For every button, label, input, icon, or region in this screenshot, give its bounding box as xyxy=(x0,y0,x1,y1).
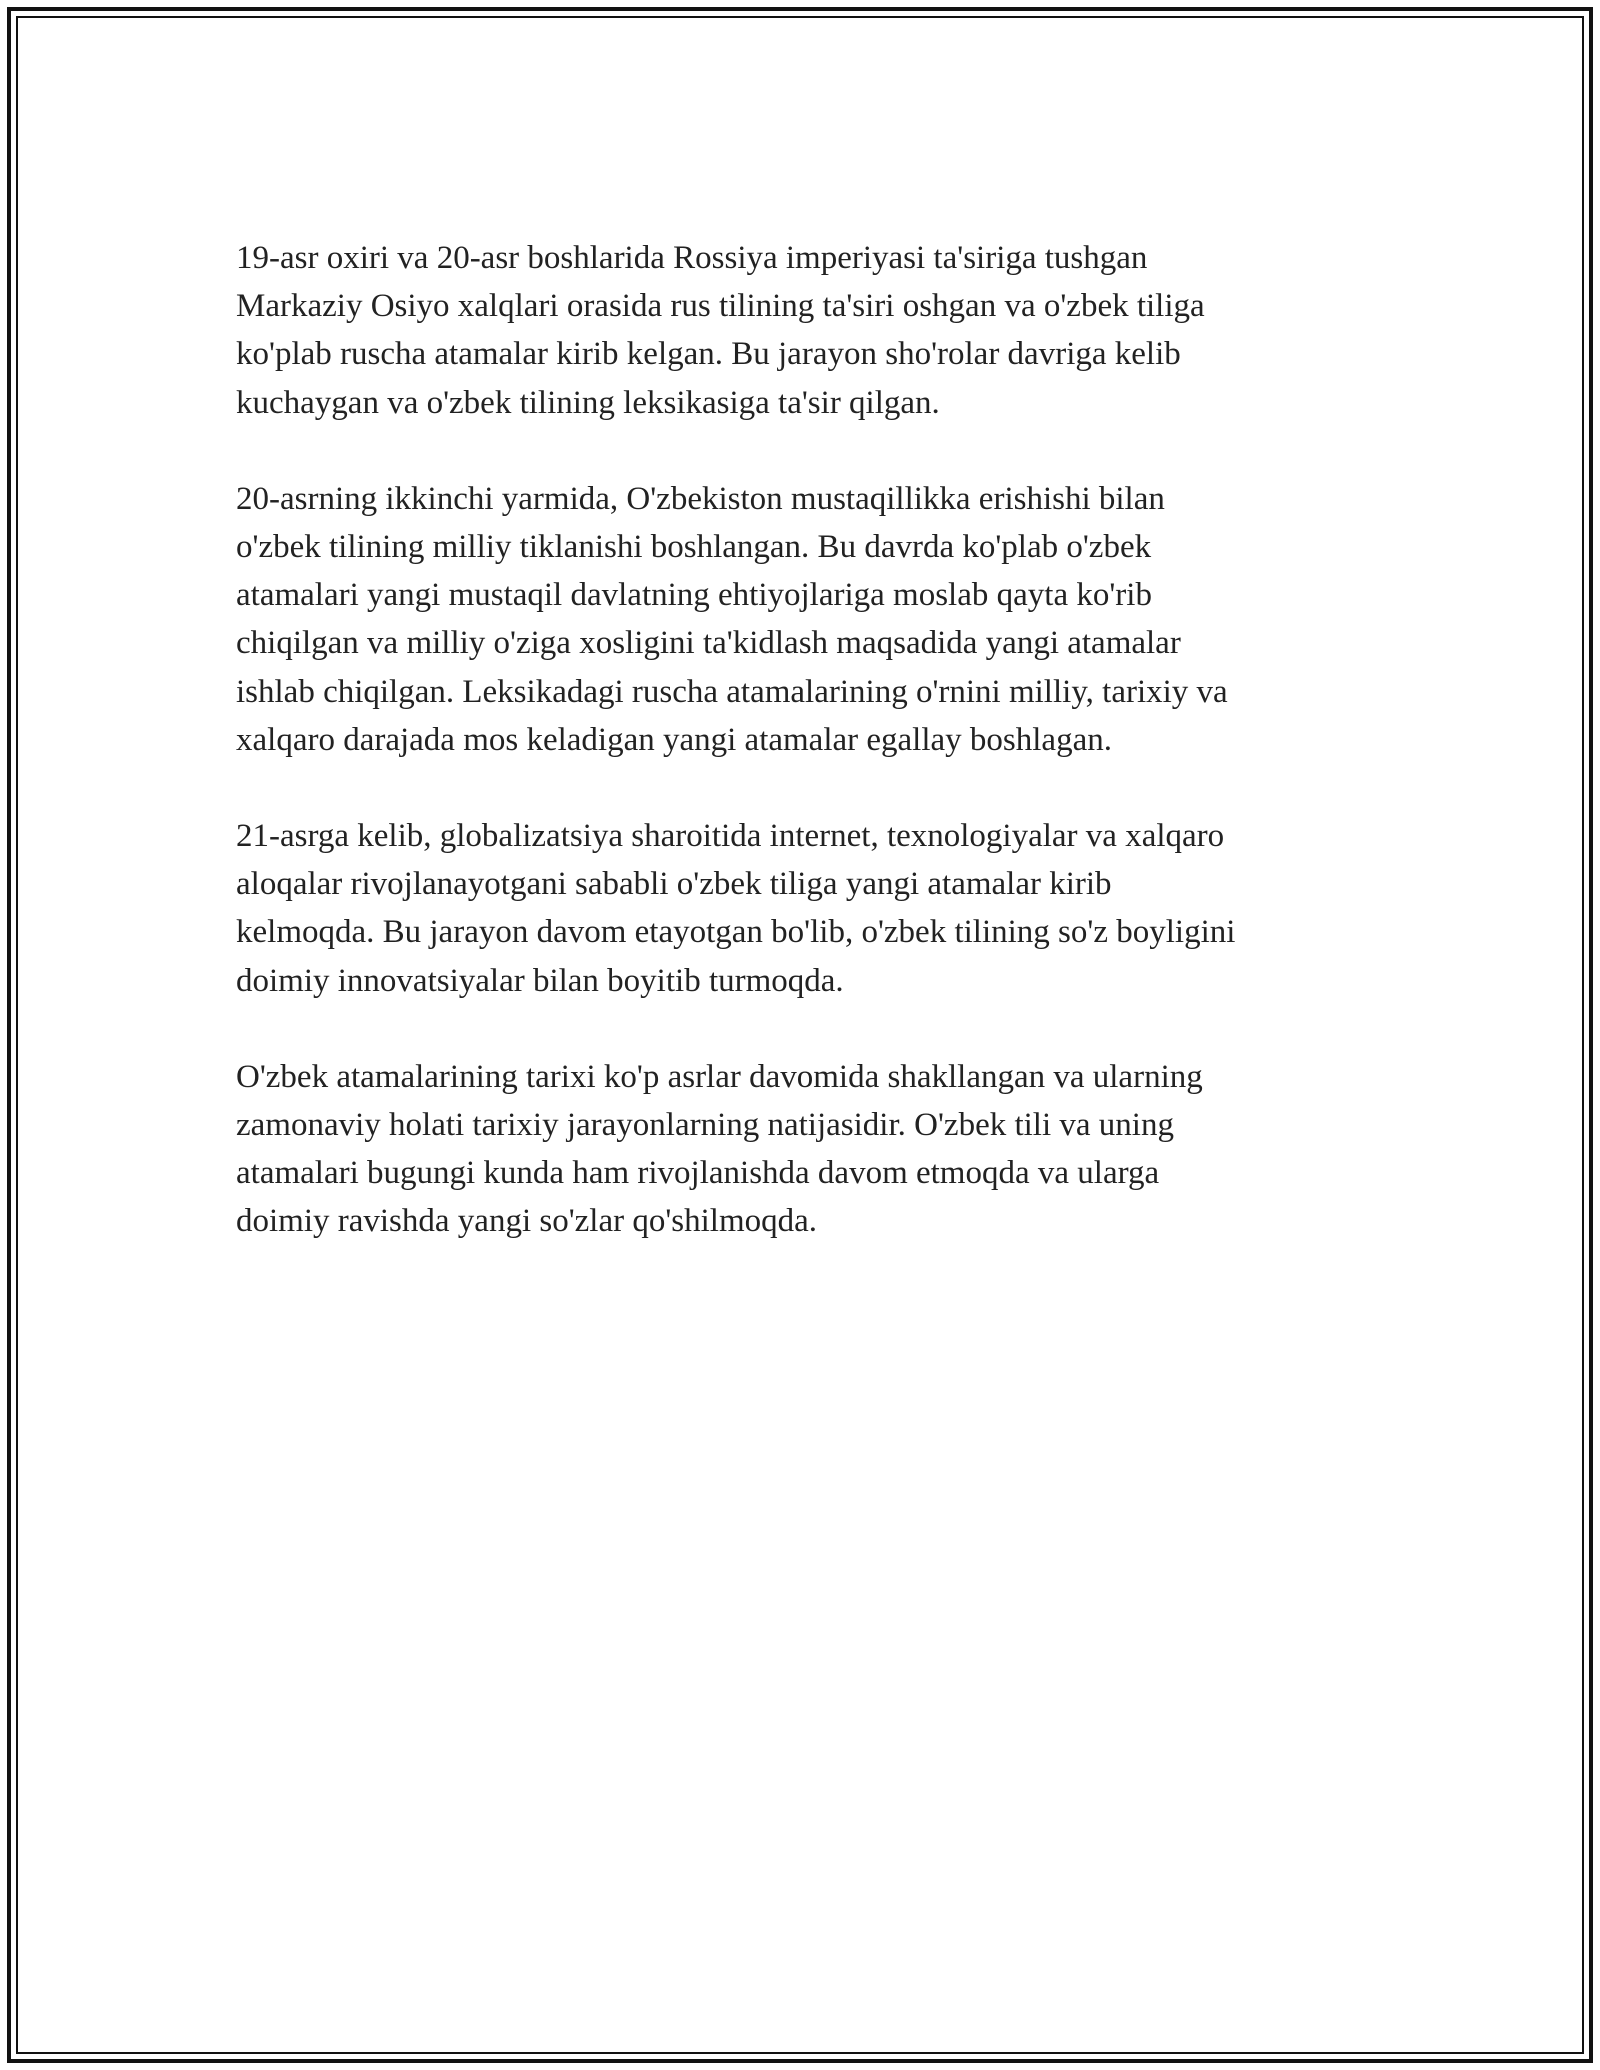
document-body xyxy=(236,234,1376,1294)
paragraph-3: 21-asrga kelib, globalizatsiya sharoitida internet, texnologiyalar va xalqaro aloqalar rivojlanayotgani sababli o'zbek tiliga yangi atamalar kirib kelmoqda. Bu jarayon davom etayotgan bo'lib, o'zbek tilining so'z boyligini doimiy innovatsiyalar bilan boyitib turmoqda. xyxy=(236,818,1236,999)
paragraph-4: O'zbek atamalarining tarixi ko'p asrlar davomida shakllangan va ularning zamonaviy holati tarixiy jarayonlarning natijasidir. O'zbek tili va uning atamalari bugungi kunda ham rivojlanishda davom etmoqda va ularga doimiy ravishda yangi so'zlar qo'shilmoqda. xyxy=(236,1058,1203,1240)
paragraph-2: 20-asrning ikkinchi yarmida, O'zbekiston mustaqillikka erishishi bilan o'zbek tilining milliy tiklanishi boshlangan. Bu davrda ko'plab o'zbek atamalari yangi mustaqil davlatning ehtiyojlariga moslab qayta ko'rib chiqilgan va milliy o'ziga xosligini ta'kidlash maqsadida yangi atamalar ishlab chiqilgan. Leksikadagi ruscha atamalarining o'rnini milliy, tarixiy va xalqaro darajada mos keladigan yangi atamalar egallay boshlagan. xyxy=(236,480,1228,758)
paragraph-1: 19-asr oxiri va 20-asr boshlarida Rossiya imperiyasi ta'siriga tushgan Markaziy Osiyo xalqlari orasida rus tilining ta'siri oshgan va o'zbek tiliga ko'plab ruscha atamalar kirib kelgan. Bu jarayon sho'rolar davriga kelib kuchaygan va o'zbek tilining leksikasiga ta'sir qilgan. xyxy=(236,240,1205,421)
